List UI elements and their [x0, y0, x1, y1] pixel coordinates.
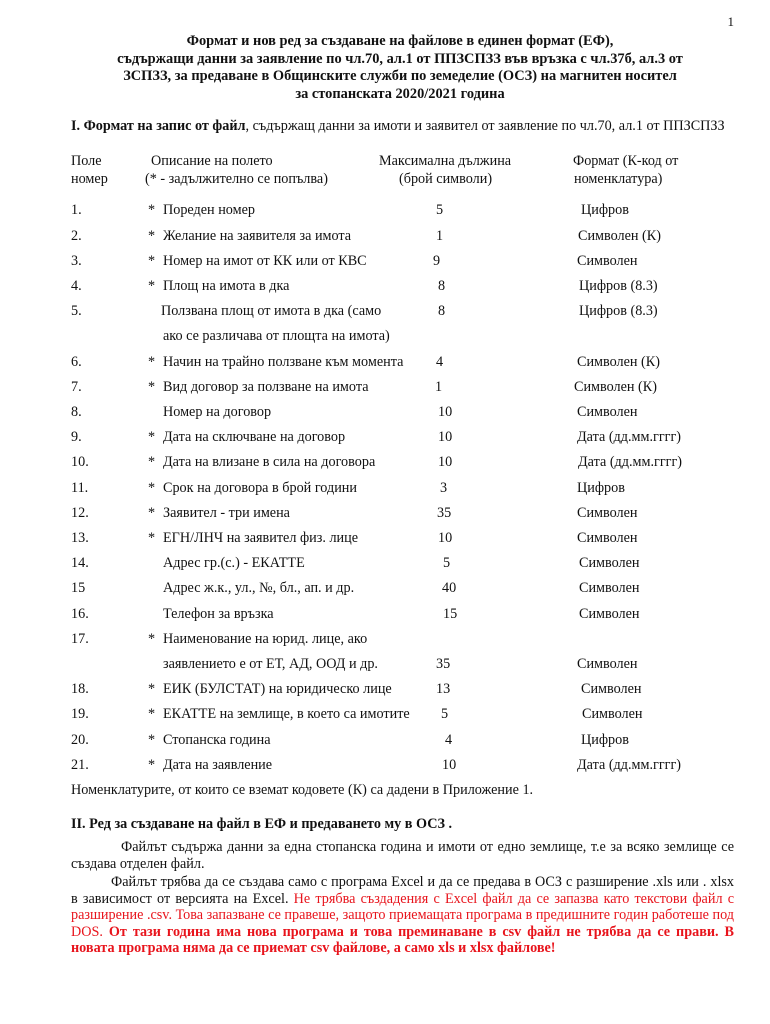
- field-format: Символен (К): [578, 228, 661, 244]
- field-format: Символен: [577, 404, 638, 420]
- table-row: [0, 678, 770, 700]
- field-number: 2.: [71, 228, 82, 244]
- required-marker: *: [148, 757, 156, 773]
- field-description: Срок на договора в брой години: [163, 480, 357, 496]
- paragraph-2-red-bold-text: От тази година има нова програма и това преминаване в csv файл не трябва да се прави. В новата програма няма да се приемат csv файлове, а само xls и xlsx файлове!: [71, 923, 734, 956]
- table-row: [0, 628, 770, 650]
- document-title: [60, 33, 740, 103]
- field-format: Символен: [579, 606, 640, 622]
- field-max-length: 3: [440, 480, 448, 496]
- field-number: 10.: [71, 454, 89, 470]
- field-max-length: 8: [438, 278, 446, 294]
- field-max-length: 15: [443, 606, 458, 622]
- field-description: Адрес ж.к., ул., №, бл., ап. и др.: [163, 580, 355, 596]
- field-max-length: 40: [442, 580, 457, 596]
- required-marker: *: [148, 202, 156, 218]
- field-number: 4.: [71, 278, 82, 294]
- header-format-1: Формат (К-код от: [573, 153, 679, 169]
- field-number: 1.: [71, 202, 82, 218]
- field-max-length: 13: [436, 681, 451, 697]
- table-row: [0, 376, 770, 398]
- field-number: 21.: [71, 757, 89, 773]
- field-number: 5.: [71, 303, 82, 319]
- field-format: Цифров: [581, 202, 629, 218]
- field-number: 19.: [71, 706, 89, 722]
- required-marker: *: [148, 253, 156, 269]
- field-description: ЕКАТТЕ на землище, в което са имотите: [163, 706, 410, 722]
- field-number: 12.: [71, 505, 89, 521]
- header-description-1: Описание на полето: [151, 153, 273, 169]
- field-description: Желание на заявителя за имота: [163, 228, 352, 244]
- field-number: 3.: [71, 253, 82, 269]
- header-max-length-2: (брой символи): [399, 171, 493, 187]
- field-description: Номер на договор: [163, 404, 272, 420]
- field-number: 17.: [71, 631, 89, 647]
- field-format: Цифров: [577, 480, 625, 496]
- field-max-length: 35: [436, 656, 451, 672]
- field-max-length: 10: [438, 530, 453, 546]
- field-number: 14.: [71, 555, 89, 571]
- table-row: [0, 225, 770, 247]
- table-row: [0, 729, 770, 751]
- field-max-length: 10: [438, 404, 453, 420]
- table-row: [0, 754, 770, 776]
- field-max-length: 9: [433, 253, 441, 269]
- required-marker: *: [148, 681, 156, 697]
- section-1-heading-rest: , съдържащ данни за имоти и заявител от заявление по чл.70, ал.1 от ППЗСПЗЗ: [245, 118, 725, 134]
- field-description: Адрес гр.(с.) - ЕКАТТЕ: [163, 555, 305, 571]
- field-number: 20.: [71, 732, 89, 748]
- table-row: [0, 502, 770, 524]
- paragraph-2-red-text: Не трябва създадения с Excel файл да се запазва като текстови файл с разширение .csv. Това запазване се правеше, защото приемащата програма в предишните годин работеше под DOS.: [71, 890, 734, 940]
- table-row: [0, 527, 770, 549]
- field-max-length: 5: [436, 202, 444, 218]
- field-description: Наименование на юрид. лице, ако: [163, 631, 368, 647]
- table-row: [0, 577, 770, 599]
- field-number: 11.: [71, 480, 89, 496]
- field-number: 18.: [71, 681, 89, 697]
- required-marker: *: [148, 631, 156, 647]
- table-row: [0, 552, 770, 574]
- title-line-2: съдържащи данни за заявление по чл.70, ал.1 от ППЗСПЗЗ във връзка с чл.37б, ал.3 от: [117, 50, 683, 67]
- required-marker: *: [148, 379, 156, 395]
- field-format: Символен: [577, 656, 638, 672]
- field-max-length: 8: [438, 303, 446, 319]
- required-marker: *: [148, 429, 156, 445]
- required-marker: *: [148, 706, 156, 722]
- field-max-length: 10: [438, 454, 453, 470]
- paragraph-2-black-text: Файлът трябва да се създава само с програма Excel и да се предава в ОСЗ с разширение .xls или . xlsx в зависимост от версията на Excel.: [71, 874, 734, 907]
- field-format: Символен (К): [577, 354, 660, 370]
- field-format: Символен: [577, 253, 638, 269]
- required-marker: *: [148, 278, 156, 294]
- required-marker: *: [148, 354, 156, 370]
- field-format: Символен: [577, 530, 638, 546]
- field-description: Заявител - три имена: [163, 505, 290, 521]
- header-field-number-1: Поле: [71, 153, 102, 169]
- table-row: [0, 703, 770, 725]
- field-description: заявлението е от ЕТ, АД, ООД и др.: [163, 656, 378, 672]
- field-description: Телефон за връзка: [163, 606, 274, 622]
- field-description: ЕИК (БУЛСТАТ) на юридическо лице: [163, 681, 392, 697]
- required-marker: *: [148, 480, 156, 496]
- table-row: [0, 275, 770, 297]
- field-description: Пореден номер: [163, 202, 255, 218]
- field-max-length: 4: [436, 354, 444, 370]
- field-format: Цифров (8.3): [579, 303, 658, 319]
- field-format: Символен (К): [574, 379, 657, 395]
- field-number: 15: [71, 580, 86, 596]
- field-description: Дата на влизане в сила на договора: [163, 454, 376, 470]
- field-description: Стопанска година: [163, 732, 271, 748]
- section-1-heading: [71, 118, 736, 135]
- field-description: Ползвана площ от имота в дка (само: [161, 303, 382, 319]
- section-1-heading-bold: I. Формат на запис от файл: [71, 118, 246, 134]
- field-format: Символен: [579, 580, 640, 596]
- field-number: 7.: [71, 379, 82, 395]
- field-max-length: 5: [443, 555, 451, 571]
- field-format: Символен: [581, 681, 642, 697]
- field-description: Дата на заявление: [163, 757, 273, 773]
- field-max-length: 4: [445, 732, 453, 748]
- field-format: Символен: [579, 555, 640, 571]
- field-number: 8.: [71, 404, 82, 420]
- field-number: 13.: [71, 530, 89, 546]
- table-row: [0, 426, 770, 448]
- field-max-length: 1: [435, 379, 443, 395]
- required-marker: *: [148, 530, 156, 546]
- field-format: Символен: [582, 706, 643, 722]
- field-description: Номер на имот от КК или от КВС: [163, 253, 367, 269]
- field-description: Площ на имота в дка: [163, 278, 290, 294]
- table-header: [0, 152, 770, 188]
- title-line-3: ЗСПЗЗ, за предаване в Общинските служби по земеделие (ОСЗ) на магнитен носител: [123, 68, 677, 84]
- table-row: [0, 603, 770, 625]
- required-marker: *: [148, 732, 156, 748]
- page-number: 1: [727, 14, 734, 29]
- table-row: [0, 653, 770, 675]
- title-line-4: за стопанската 2020/2021 година: [295, 85, 505, 102]
- section-2-paragraph-2: [71, 874, 734, 957]
- field-description: ЕГН/ЛНЧ на заявител физ. лице: [163, 530, 359, 546]
- field-max-length: 1: [436, 228, 444, 244]
- required-marker: *: [148, 454, 156, 470]
- table-row: [0, 300, 770, 322]
- section-2-heading: II. Ред за създаване на файл в ЕФ и предаването му в ОСЗ .: [71, 816, 453, 832]
- field-number: 16.: [71, 606, 89, 622]
- field-format: Цифров: [581, 732, 629, 748]
- table-row: [0, 451, 770, 473]
- header-description-2: (* - задължително се попълва): [145, 171, 328, 187]
- field-format: Цифров (8.3): [579, 278, 658, 294]
- field-number: 6.: [71, 354, 82, 370]
- table-row: [0, 351, 770, 373]
- required-marker: *: [148, 505, 156, 521]
- field-max-length: 10: [442, 757, 457, 773]
- nomenclature-note: Номенклатурите, от които се вземат кодовете (К) са дадени в Приложение 1.: [71, 782, 534, 798]
- header-field-number-2: номер: [71, 171, 108, 187]
- title-line-1: Формат и нов ред за създаване на файлове в единен формат (ЕФ),: [186, 33, 614, 49]
- field-description: Дата на сключване на договор: [163, 429, 346, 445]
- field-description: Вид договор за ползване на имота: [163, 379, 369, 395]
- field-max-length: 35: [437, 505, 452, 521]
- field-format: Дата (дд.мм.гггг): [577, 757, 682, 773]
- table-row: [0, 199, 770, 221]
- field-max-length: 10: [438, 429, 453, 445]
- field-format: Дата (дд.мм.гггг): [577, 429, 682, 445]
- table-row: [0, 250, 770, 272]
- table-row: [0, 477, 770, 499]
- header-max-length-1: Максимална дължина: [379, 153, 512, 169]
- table-row: [0, 325, 770, 347]
- field-number: 9.: [71, 429, 82, 445]
- required-marker: *: [148, 228, 156, 244]
- field-format: Дата (дд.мм.гггг): [578, 454, 683, 470]
- table-row: [0, 401, 770, 423]
- field-description: ако се различава от площта на имота): [163, 328, 390, 344]
- field-format: Символен: [577, 505, 638, 521]
- field-description: Начин на трайно ползване към момента: [163, 354, 404, 370]
- field-max-length: 5: [441, 706, 449, 722]
- section-2-paragraph-1: Файлът съдържа данни за една стопанска година и имоти от едно землище, т.е за всяко землище се създава отделен файл.: [71, 839, 734, 872]
- header-format-2: номенклатура): [574, 171, 663, 187]
